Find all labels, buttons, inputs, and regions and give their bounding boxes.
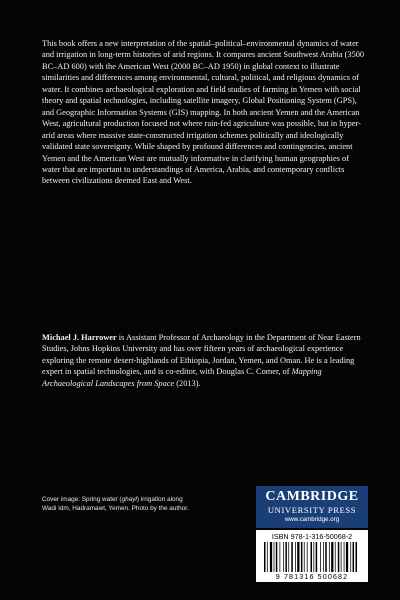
barcode-digits: 9 781316 500682 — [275, 572, 349, 581]
caption-prefix: Cover image: Spring water ( — [42, 496, 122, 503]
author-book-title: Mapping Archaeological Landscapes from Space — [42, 367, 322, 388]
isbn-barcode-box — [256, 530, 368, 582]
author-name: Michael J. Harrower — [42, 333, 117, 342]
author-bio — [42, 332, 366, 389]
publisher-logo — [256, 486, 368, 528]
publisher-url: www.cambridge.org — [284, 516, 340, 523]
barcode-icon — [263, 542, 361, 572]
author-bio-text: is Assistant Professor of Archaeology in the Department of Near Eastern Studies, Johns Hopkins University and has over fifteen years of archaeological experience exploring the remote desert-highlands of Ethiopia, Jordan, Yemen, and Oman. He is a leading expert in spatial technologies, and is co-editor, with Douglas C. Comer, of — [42, 333, 361, 377]
author-bio-tail: (2013). — [174, 378, 201, 388]
book-description — [42, 38, 366, 187]
publisher-press: UNIVERSITY PRESS — [267, 505, 357, 515]
isbn-label: ISBN 978-1-316-50068-2 — [271, 532, 353, 541]
book-description-text: This book offers a new interpretation of the spatial–political–environmental dynamics of water and irrigation in long-term histories of arid regions. It compares ancient Southwest Arabia (3500 BC–AD 600) with the American West (2000 BC–AD 1950) in global context to illustrate similarities and differences among environmental, cultural, political, and religious dynamics of water. It combines archaeological exploration and field studies of farming in Yemen with social theory and spatial technologies, including satellite imagery, Global Positioning System (GPS), and Geographic Information Systems (GIS) mapping. In both ancient Yemen and the American West, agricultural production focused not where rain-fed agriculture was possible, but in hyper-arid areas where massive state-constructed irrigation schemes politically and ideologically validated state sovereignty. While shaped by profound differences and contingencies, ancient Yemen and the American West are mutually informative in clarifying human geographies of water that are important to understandings of America, Arabia, and contemporary conflicts between civilizations deemed East and West. — [42, 39, 365, 186]
cover-image-caption — [42, 496, 192, 513]
publisher-name: CAMBRIDGE — [265, 489, 359, 504]
caption-suffix: ) irrigation along Wadi Idm, Hadramawt, Yemen. Photo by the author. — [42, 496, 189, 512]
caption-term: ghayl — [121, 496, 137, 503]
